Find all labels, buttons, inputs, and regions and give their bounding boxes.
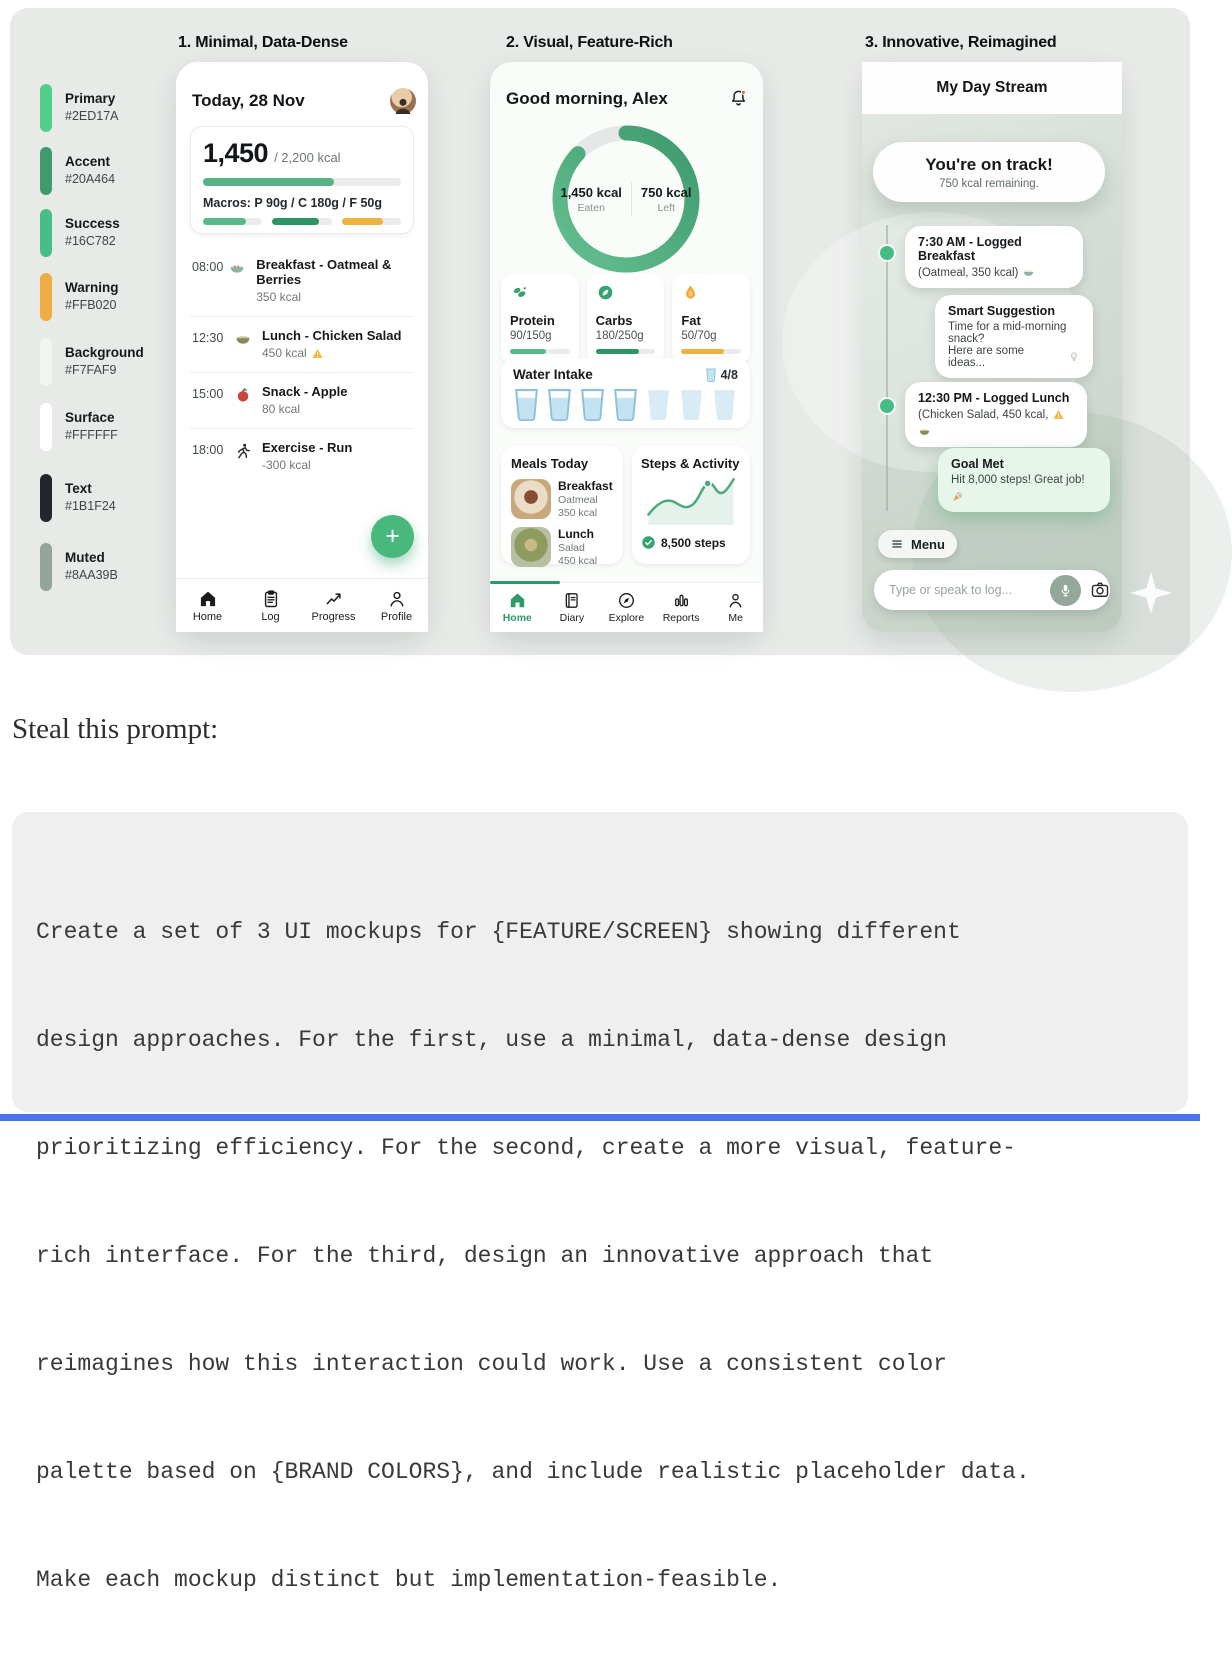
- prompt-line: Make each mockup distinct but implementation-feasible.: [36, 1567, 782, 1593]
- left-label: Left: [657, 201, 675, 214]
- carbs-leaf-icon: [596, 283, 615, 302]
- water-glasses: [513, 388, 738, 421]
- nav-item-diary[interactable]: [545, 591, 600, 624]
- meal-desc: Oatmeal: [558, 494, 598, 506]
- status-pill: [873, 142, 1105, 202]
- camera-button[interactable]: [1090, 580, 1110, 600]
- surface-swatch: [40, 403, 52, 451]
- timeline-title: Lunch - Chicken Salad: [262, 328, 402, 343]
- timeline-title: Snack - Apple: [262, 384, 348, 399]
- protein-card[interactable]: [501, 274, 579, 364]
- fat-droplet-icon: [681, 283, 700, 302]
- nav-item-me[interactable]: [708, 591, 763, 624]
- steps-value: 8,500 steps: [661, 535, 726, 550]
- water-glass-empty[interactable]: [645, 388, 672, 421]
- nav-label: Log: [261, 610, 280, 623]
- palette-item-background: [40, 338, 144, 386]
- palette-name: Text: [65, 481, 92, 496]
- nav-label: Reports: [662, 612, 700, 624]
- palette-item-primary: [40, 84, 119, 132]
- breakfast-photo: [511, 479, 551, 519]
- mockup3-title: 3. Innovative, Reimagined: [865, 34, 1057, 51]
- macro-mini-bars: [203, 218, 401, 225]
- fat-card[interactable]: [672, 274, 750, 364]
- palette-hex: #16C782: [65, 234, 116, 248]
- water-glass-filled[interactable]: [612, 388, 639, 421]
- muted-swatch: [40, 543, 52, 591]
- palette-name: Primary: [65, 91, 116, 106]
- macro-value: 50/70g: [681, 330, 717, 342]
- timeline-row-breakfast[interactable]: [190, 246, 414, 317]
- stream-bubble-goal[interactable]: [938, 448, 1110, 512]
- timeline-line: [886, 225, 888, 511]
- background-swatch: [40, 338, 52, 386]
- compass-icon: [617, 591, 636, 610]
- home-icon: [198, 589, 218, 609]
- timeline-detail: -300 kcal: [262, 458, 311, 472]
- party-icon: [951, 490, 964, 503]
- palette-hex: #F7FAF9: [65, 363, 117, 377]
- timeline-dot: [880, 399, 894, 413]
- timeline-list: [190, 246, 414, 484]
- timeline-dot: [880, 246, 894, 260]
- palette-hex: #1B1F24: [65, 499, 116, 513]
- text-swatch: [40, 474, 52, 522]
- water-glass-filled[interactable]: [579, 388, 606, 421]
- mic-button[interactable]: [1050, 575, 1081, 606]
- diary-icon: [562, 591, 581, 610]
- macro-value: 90/150g: [510, 330, 552, 342]
- eaten-value: 1,450 kcal: [560, 184, 622, 200]
- status-title: You're on track!: [925, 154, 1053, 174]
- meals-title: Meals Today: [511, 456, 589, 471]
- fat-bar: [342, 218, 401, 225]
- log-input[interactable]: [889, 583, 1050, 597]
- salad-bowl-icon: [234, 330, 254, 348]
- prompt-line: design approaches. For the first, use a minimal, data-dense design: [36, 1027, 947, 1053]
- calories-target: / 2,200 kcal: [274, 150, 341, 165]
- timeline-detail: 80 kcal: [262, 402, 301, 416]
- warning-icon: [311, 347, 324, 360]
- meal-kcal: 450 kcal: [558, 555, 598, 567]
- timeline-row-snack[interactable]: [190, 373, 414, 429]
- active-tab-indicator: [490, 581, 560, 584]
- meal-row-lunch[interactable]: [511, 527, 613, 567]
- mockup2-phone: [490, 62, 763, 632]
- nav-label: Diary: [559, 612, 585, 624]
- cereal-bowl-icon: [1022, 266, 1035, 279]
- calories-eaten-value: 1,450: [203, 138, 269, 168]
- palette-item-surface: [40, 403, 118, 451]
- glass-icon: [705, 368, 717, 382]
- nav-item-explore[interactable]: [599, 591, 654, 624]
- person-icon: [393, 94, 413, 114]
- palette-hex: #FFFFFF: [65, 428, 118, 442]
- steps-activity-card[interactable]: [632, 446, 750, 564]
- sparkle-decoration: [1128, 570, 1174, 616]
- meal-desc: Salad: [558, 542, 585, 554]
- meals-today-card: [501, 446, 623, 567]
- date-heading: Today, 28 Nov: [192, 91, 305, 110]
- check-circle-icon: [641, 535, 656, 550]
- steps-title: Steps & Activity: [641, 456, 740, 471]
- timeline-time: 15:00: [192, 387, 224, 401]
- mockup1-phone: [176, 62, 428, 632]
- palette-hex: #8AA39B: [65, 568, 118, 582]
- person-icon: [726, 591, 745, 610]
- protein-bar: [203, 218, 262, 225]
- nav-item-log[interactable]: [239, 589, 302, 623]
- palette-name: Muted: [65, 550, 105, 565]
- nav-item-reports[interactable]: [654, 591, 709, 624]
- macro-value: 180/250g: [595, 330, 644, 342]
- apple-icon: [234, 386, 254, 404]
- bubble-detail: Hit 8,000 steps! Great job!: [951, 474, 1097, 503]
- palette-name: Warning: [65, 280, 119, 295]
- ring-divider: [631, 182, 632, 216]
- macros-label: Macros: P 90g / C 180g / F 50g: [203, 196, 383, 210]
- nav-item-home[interactable]: [490, 591, 545, 624]
- timeline-row-exercise[interactable]: [190, 429, 414, 484]
- water-title: Water Intake: [513, 367, 593, 382]
- nav-label: Home: [502, 612, 532, 624]
- macro-name: Carbs: [595, 313, 633, 328]
- steps-sparkline: [641, 471, 741, 525]
- calorie-ring: [551, 124, 701, 274]
- prompt-line: reimagines how this interaction could work. Use a consistent color: [36, 1351, 947, 1377]
- palette-hex: #20A464: [65, 172, 116, 186]
- timeline-time: 12:30: [192, 331, 224, 345]
- bulb-icon: [1068, 351, 1080, 363]
- macro-name: Protein: [510, 313, 555, 328]
- timeline-title: Breakfast - Oatmeal & Berries: [256, 257, 392, 287]
- palette-name: Background: [65, 345, 144, 360]
- water-intake-card: [501, 358, 750, 428]
- success-swatch: [40, 209, 52, 257]
- nav-label: Explore: [608, 612, 645, 624]
- stream-header: My Day Stream: [862, 62, 1122, 114]
- protein-icon: [510, 283, 529, 302]
- carbs-card[interactable]: [587, 274, 665, 364]
- palette-name: Surface: [65, 410, 115, 425]
- cereal-bowl-icon: [228, 259, 248, 277]
- palette-name: Success: [65, 216, 120, 231]
- mockup1-title: 1. Minimal, Data-Dense: [178, 34, 348, 51]
- home-icon: [508, 591, 527, 610]
- palette-hex: #2ED17A: [65, 109, 119, 123]
- bubble-title: 7:30 AM - Logged Breakfast: [918, 235, 1022, 263]
- person-icon: [387, 589, 407, 609]
- mockups-exhibit: [10, 8, 1190, 655]
- menu-label: Menu: [911, 536, 945, 552]
- nav-label: Me: [728, 612, 743, 624]
- prompt-line: prioritizing efficiency. For the second, create a more visual, feature-: [36, 1135, 1016, 1161]
- timeline-time: 18:00: [192, 443, 224, 457]
- mic-icon: [1058, 583, 1073, 598]
- runner-icon: [234, 442, 254, 460]
- nav-label: Home: [192, 610, 223, 623]
- palette-item-muted: [40, 543, 118, 591]
- bubble-detail: Time for a mid-morning snack? Here are some ideas...: [948, 321, 1080, 369]
- palette-item-accent: [40, 147, 115, 195]
- left-value: 750 kcal: [640, 184, 692, 200]
- menu-button[interactable]: [878, 530, 957, 558]
- primary-swatch: [40, 84, 52, 132]
- water-count: 4/8: [705, 368, 738, 382]
- prompt-code-block: [12, 812, 1188, 1593]
- palette-item-text: [40, 474, 116, 522]
- log-input-bar: [874, 570, 1110, 610]
- palette-name: Accent: [65, 154, 111, 169]
- greeting-heading: Good morning, Alex: [506, 88, 668, 108]
- calorie-progress-bar: [203, 178, 401, 186]
- meal-kcal: 350 kcal: [558, 507, 598, 519]
- bubble-detail: (Chicken Salad, 450 kcal,: [918, 408, 1074, 438]
- clipboard-icon: [261, 589, 281, 609]
- palette-item-success: [40, 209, 120, 257]
- stream-bubble-suggestion[interactable]: [935, 295, 1093, 378]
- salad-bowl-icon: [918, 425, 931, 438]
- prompt-line: Create a set of 3 UI mockups for {FEATURE/SCREEN} showing different: [36, 919, 961, 945]
- timeline-time: 08:00: [192, 260, 224, 274]
- add-entry-fab[interactable]: +: [371, 515, 414, 558]
- mockup2-bottom-nav: [490, 582, 763, 632]
- water-glass-filled[interactable]: [546, 388, 573, 421]
- macro-name: Fat: [681, 313, 701, 328]
- lunch-photo: [511, 527, 551, 567]
- status-subtitle: 750 kcal remaining.: [939, 177, 1039, 190]
- nav-item-profile[interactable]: [365, 589, 428, 623]
- timeline-title: Exercise - Run: [262, 440, 353, 455]
- meal-name: Breakfast: [558, 479, 613, 493]
- hamburger-menu-icon: [890, 537, 904, 551]
- prompt-line: palette based on {BRAND COLORS}, and include realistic placeholder data.: [36, 1459, 1030, 1485]
- eaten-label: Eaten: [577, 201, 605, 214]
- bubble-title: 12:30 PM - Logged Lunch: [918, 391, 1070, 405]
- nav-item-progress[interactable]: [302, 589, 365, 623]
- palette-item-warning: [40, 273, 119, 321]
- palette-hex: #FFB020: [65, 298, 117, 312]
- mockup1-bottom-nav: [176, 578, 428, 632]
- mockup2-title: 2. Visual, Feature-Rich: [506, 34, 673, 51]
- nav-label: Profile: [380, 610, 413, 623]
- calorie-summary-card: [190, 126, 414, 234]
- water-glass-filled[interactable]: [513, 388, 540, 421]
- accent-swatch: [40, 147, 52, 195]
- carbs-bar: [272, 218, 331, 225]
- timeline-row-lunch[interactable]: [190, 317, 414, 373]
- bubble-title: Smart Suggestion: [948, 304, 1055, 318]
- avatar[interactable]: [390, 88, 416, 114]
- nav-item-home[interactable]: [176, 589, 239, 623]
- water-glass-empty[interactable]: [711, 388, 738, 421]
- steal-this-prompt-heading: Steal this prompt:: [12, 713, 219, 745]
- mockup3-phone: [862, 62, 1122, 632]
- nav-label: Progress: [311, 610, 356, 623]
- warning-icon: [1052, 408, 1065, 421]
- bottom-blue-strip: [0, 1114, 1200, 1121]
- meal-row-breakfast[interactable]: [511, 479, 613, 519]
- prompt-line: rich interface. For the third, design an innovative approach that: [36, 1243, 934, 1269]
- warning-swatch: [40, 273, 52, 321]
- timeline-detail: 350 kcal: [256, 290, 301, 304]
- bell-icon[interactable]: [728, 88, 749, 109]
- stream-bubble-lunch[interactable]: [905, 382, 1087, 447]
- water-glass-empty[interactable]: [678, 388, 705, 421]
- bubble-detail: (Oatmeal, 350 kcal): [918, 266, 1070, 279]
- stream-bubble-breakfast[interactable]: [905, 226, 1083, 288]
- meal-name: Lunch: [558, 527, 594, 541]
- timeline-detail: 450 kcal: [262, 346, 401, 360]
- trend-icon: [324, 589, 344, 609]
- bubble-title: Goal Met: [951, 457, 1004, 471]
- bar-chart-icon: [672, 591, 691, 610]
